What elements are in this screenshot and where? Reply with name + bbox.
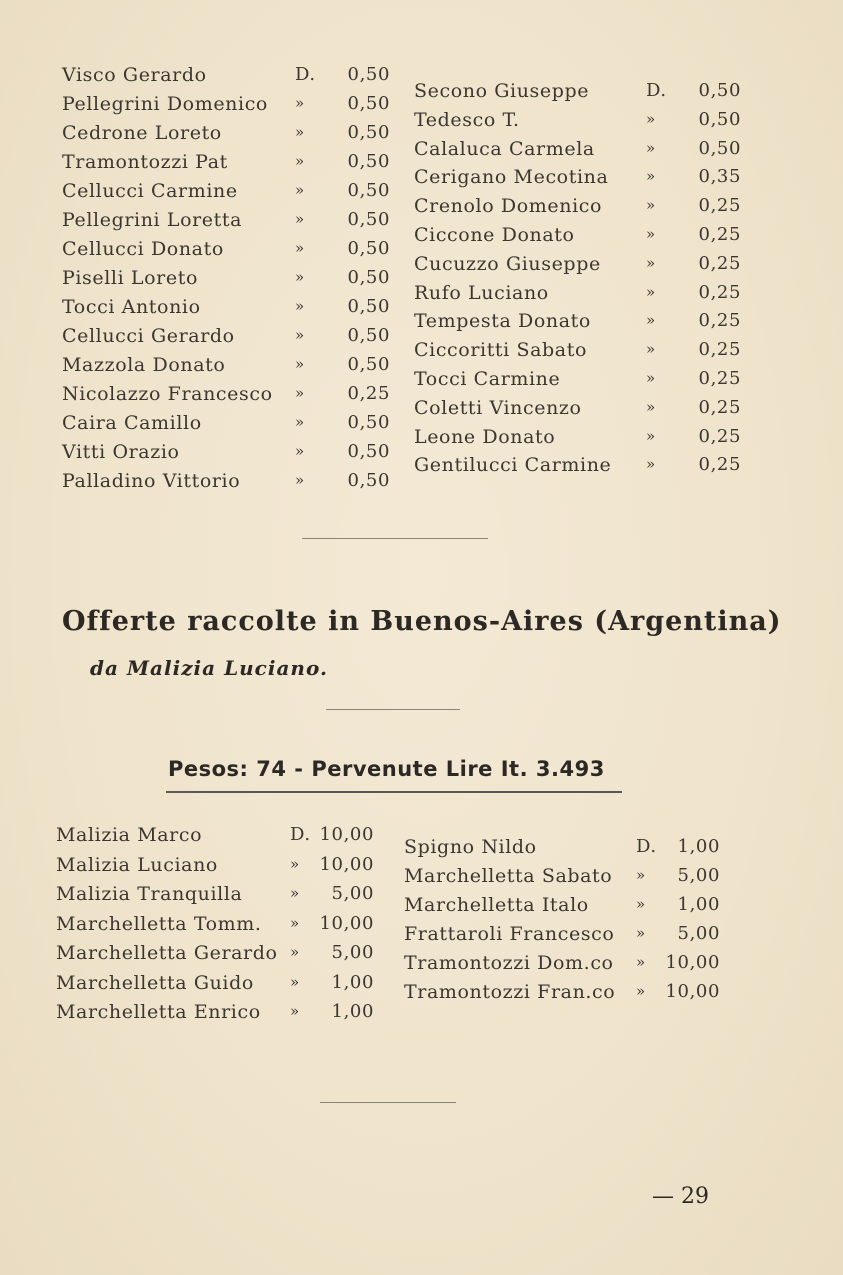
- ditto-mark: »: [636, 895, 646, 913]
- ditto-mark: »: [646, 397, 656, 416]
- donation-amount: 0,50: [347, 180, 390, 201]
- donation-amount: 0,25: [698, 368, 741, 389]
- donation-amount: 5,00: [677, 923, 720, 944]
- donor-name: Tramontozzi Pat: [62, 151, 228, 173]
- ditto-mark: »: [295, 297, 305, 315]
- donor-name: Cerigano Mecotina: [414, 166, 609, 189]
- ditto-mark: »: [295, 210, 305, 228]
- ditto-mark: »: [646, 225, 656, 243]
- ditto-mark: »: [646, 426, 656, 445]
- ditto-mark: »: [290, 972, 300, 991]
- ditto-mark: »: [646, 282, 656, 301]
- donation-amount: 10,00: [319, 824, 374, 845]
- donor-name: Coletti Vincenzo: [414, 396, 582, 419]
- donation-amount: 10,00: [665, 952, 720, 973]
- ditto-mark: »: [295, 152, 305, 170]
- donation-amount: 0,50: [347, 267, 390, 288]
- divider-rule-1: [302, 538, 488, 539]
- ditto-mark: »: [295, 355, 305, 373]
- donor-name: Cellucci Donato: [62, 238, 224, 260]
- donation-amount: 0,25: [698, 425, 741, 447]
- donation-amount: 1,00: [331, 971, 374, 993]
- donor-name: Frattaroli Francesco: [404, 923, 615, 945]
- donor-name: Ciccoritti Sabato: [414, 339, 587, 362]
- divider-rule-3: [320, 1102, 456, 1103]
- divider-rule-2: [326, 709, 460, 710]
- donor-name: Calaluca Carmela: [414, 137, 595, 160]
- donor-name: Marchelletta Guido: [56, 971, 254, 994]
- donor-name: Cellucci Carmine: [62, 180, 238, 202]
- ditto-mark: »: [646, 253, 656, 272]
- donation-amount: 0,50: [347, 64, 390, 85]
- donor-name: Marchelletta Italo: [404, 894, 589, 916]
- donation-amount: 0,50: [347, 209, 390, 230]
- donor-name: Marchelletta Enrico: [56, 1001, 261, 1023]
- donation-amount: 0,50: [698, 80, 741, 101]
- donation-amount: 0,25: [347, 383, 390, 404]
- ditto-mark: »: [646, 311, 656, 330]
- donation-amount: 0,25: [698, 252, 741, 274]
- donor-name: Vitti Orazio: [62, 441, 180, 463]
- donation-amount: 5,00: [677, 865, 720, 886]
- ditto-mark: »: [646, 369, 656, 387]
- ditto-mark: »: [646, 167, 656, 186]
- ditto-mark: »: [295, 181, 305, 199]
- donor-name: Marchelletta Sabato: [404, 865, 613, 887]
- donor-name: Malizia Luciano: [56, 853, 218, 876]
- ditto-mark: »: [646, 196, 656, 215]
- ditto-mark: »: [295, 239, 305, 257]
- ditto-mark: »: [295, 94, 305, 112]
- donation-amount: 0,25: [698, 454, 741, 476]
- ditto-mark: »: [295, 471, 305, 489]
- currency-mark: D.: [636, 836, 657, 857]
- donation-amount: 1,00: [677, 894, 720, 915]
- ditto-mark: »: [646, 109, 656, 128]
- donation-amount: 0,50: [347, 296, 390, 317]
- page-number: — 29: [652, 1184, 709, 1209]
- currency-mark: D.: [646, 80, 667, 101]
- ditto-mark: »: [290, 913, 300, 932]
- donation-amount: 0,50: [347, 412, 390, 433]
- donor-name: Secono Giuseppe: [414, 80, 590, 102]
- ditto-mark: »: [636, 924, 646, 942]
- currency-mark: D.: [290, 824, 311, 845]
- donor-name: Gentilucci Carmine: [414, 454, 612, 477]
- donor-name: Tocci Carmine: [414, 368, 561, 390]
- donation-amount: 0,50: [698, 108, 741, 130]
- donor-name: Mazzola Donato: [62, 354, 226, 376]
- ditto-mark: »: [290, 884, 300, 902]
- ditto-mark: »: [636, 953, 646, 971]
- donor-name: Tedesco T.: [414, 108, 520, 131]
- donation-amount: 0,25: [698, 224, 741, 245]
- donor-name: Caira Camillo: [62, 412, 202, 434]
- donation-amount: 0,50: [347, 122, 390, 143]
- donor-name: Piselli Loreto: [62, 267, 198, 289]
- donor-name: Marchelletta Gerardo: [56, 942, 278, 964]
- ditto-mark: »: [646, 340, 656, 359]
- donor-name: Pellegrini Loretta: [62, 209, 243, 231]
- ditto-mark: »: [290, 1002, 300, 1020]
- ditto-mark: »: [646, 455, 656, 474]
- donor-name: Spigno Nildo: [404, 836, 537, 858]
- ditto-mark: »: [295, 123, 305, 141]
- donation-amount: 0,50: [347, 441, 390, 462]
- ditto-mark: »: [295, 413, 305, 431]
- donation-amount: 0,35: [698, 166, 741, 188]
- ditto-mark: »: [295, 326, 305, 344]
- donation-amount: 0,25: [698, 396, 741, 418]
- donor-name: Malizia Marco: [56, 824, 203, 846]
- ditto-mark: »: [295, 442, 305, 460]
- donor-name: Palladino Vittorio: [62, 470, 241, 492]
- donor-name: Crenolo Domenico: [414, 195, 603, 218]
- donation-amount: 5,00: [331, 883, 374, 904]
- donation-amount: 10,00: [319, 853, 374, 875]
- donation-amount: 0,50: [347, 470, 390, 491]
- donation-amount: 0,25: [698, 281, 741, 303]
- donation-amount: 0,25: [698, 339, 741, 361]
- donor-name: Tocci Antonio: [62, 296, 201, 318]
- ditto-mark: »: [295, 268, 305, 286]
- donation-amount: 0,25: [698, 195, 741, 217]
- donor-name: Cucuzzo Giuseppe: [414, 252, 601, 275]
- donor-name: Malizia Tranquilla: [56, 883, 243, 905]
- donor-name: Cellucci Gerardo: [62, 325, 235, 347]
- currency-mark: D.: [295, 64, 316, 85]
- ditto-mark: »: [290, 854, 300, 873]
- donation-amount: 0,50: [347, 93, 390, 114]
- donor-name: Ciccone Donato: [414, 224, 575, 246]
- donor-name: Tramontozzi Dom.co: [404, 952, 614, 974]
- ditto-mark: »: [646, 138, 656, 157]
- donor-name: Visco Gerardo: [62, 64, 207, 86]
- donation-amount: 0,50: [347, 151, 390, 172]
- ditto-mark: »: [295, 384, 305, 402]
- donor-name: Nicolazzo Francesco: [62, 383, 273, 405]
- section-subtitle: da Malizia Luciano.: [90, 656, 328, 680]
- donation-amount: 0,25: [698, 310, 741, 332]
- section-title: Offerte raccolte in Buenos-Aires (Argentina): [62, 606, 782, 637]
- donation-amount: 10,00: [319, 912, 374, 934]
- pesos-underline: [166, 791, 622, 793]
- donor-name: Leone Donato: [414, 425, 556, 448]
- donation-amount: 1,00: [677, 836, 720, 857]
- donation-amount: 5,00: [331, 942, 374, 963]
- ditto-mark: »: [636, 866, 646, 884]
- donation-amount: 0,50: [698, 137, 741, 159]
- donor-name: Rufo Luciano: [414, 281, 549, 304]
- donation-amount: 0,50: [347, 325, 390, 346]
- donor-name: Marchelletta Tomm.: [56, 912, 262, 935]
- donor-name: Tramontozzi Fran.co: [404, 981, 616, 1003]
- donor-name: Pellegrini Domenico: [62, 93, 268, 115]
- ditto-mark: »: [636, 982, 646, 1000]
- donation-amount: 0,50: [347, 238, 390, 259]
- donation-amount: 0,50: [347, 354, 390, 375]
- donation-amount: 10,00: [665, 981, 720, 1002]
- donation-amount: 1,00: [331, 1001, 374, 1022]
- donor-name: Cedrone Loreto: [62, 122, 222, 144]
- pesos-summary: Pesos: 74 - Pervenute Lire It. 3.493: [168, 757, 605, 781]
- ditto-mark: »: [290, 943, 300, 961]
- donor-name: Tempesta Donato: [414, 310, 591, 333]
